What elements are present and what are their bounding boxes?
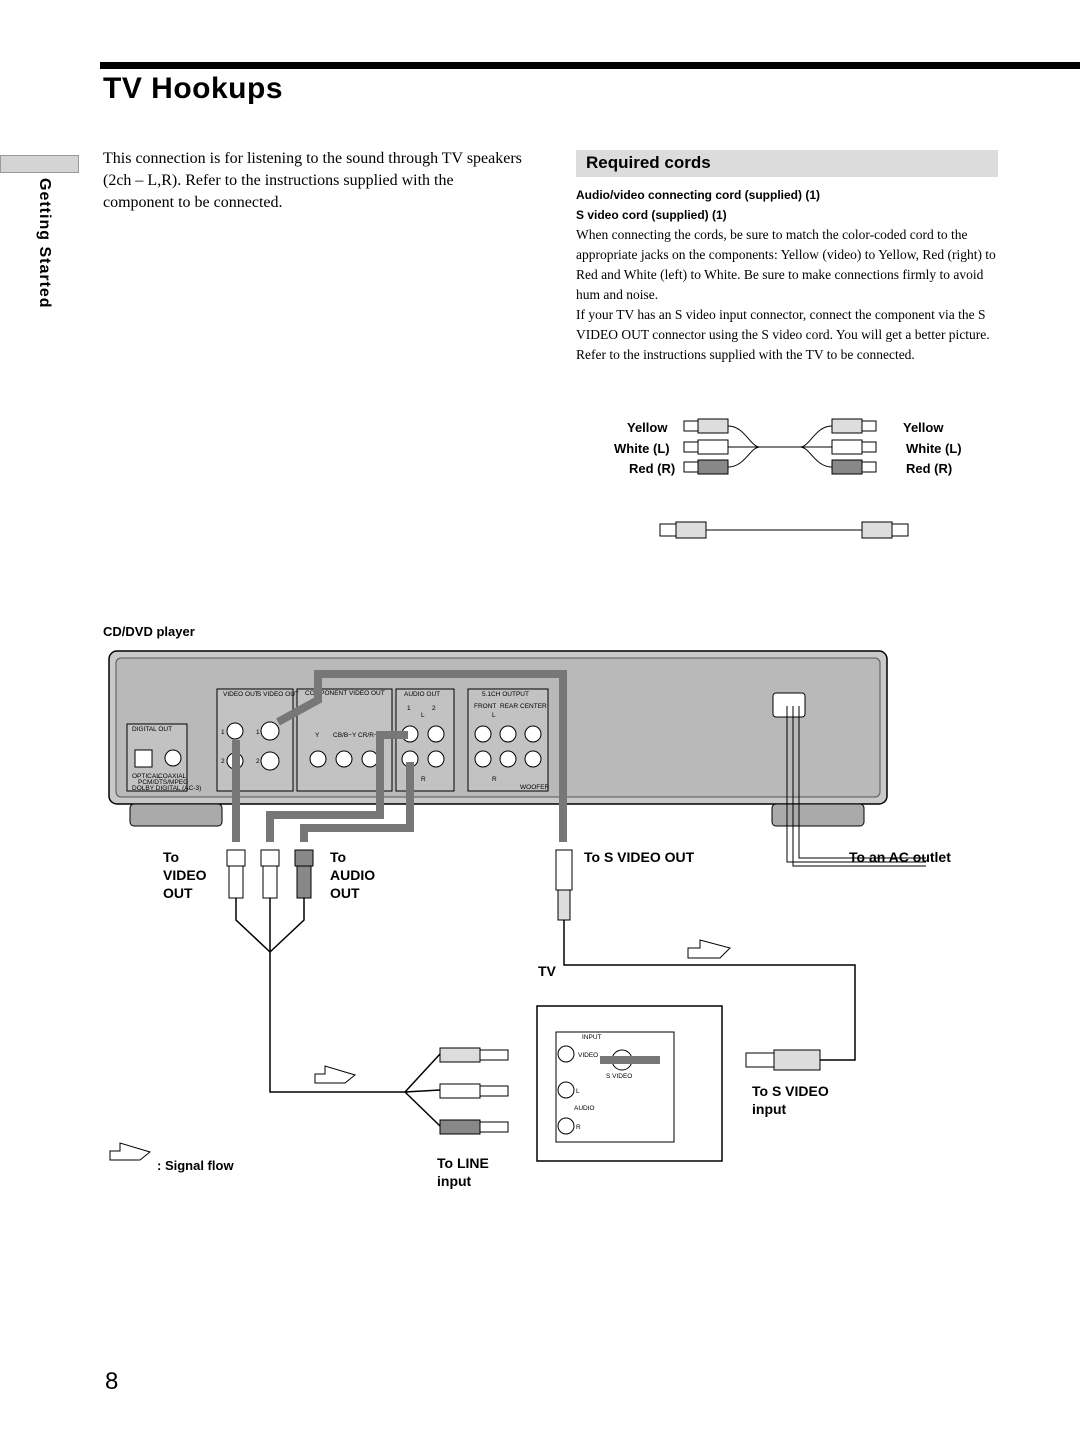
panel-y: Y [315,732,320,739]
panel-audio-r: R [421,776,426,783]
tv-l-label: L [576,1088,580,1095]
plug-label-left-red: Red (R) [629,461,676,476]
av-plugs-at-tv [440,1048,508,1134]
panel-s-video-out: S VIDEO OUT [257,691,299,698]
av-cable-run [236,898,440,1126]
panel-front: FRONT [474,703,497,710]
cord-description-para2: If your TV has an S video input connector, connect the component via the S VIDEO OUT connector using the S video cord. You will get a better picture. [576,307,990,342]
intro-paragraph: This connection is for listening to the sound through TV speakers (2ch – L,R). Refer to the instructions supplied with the component to be connected. [103,150,522,211]
tv-r-label: R [576,1124,581,1131]
plug-label-right-white: White (L) [906,441,962,456]
label-signal-flow: : Signal flow [157,1158,234,1173]
label-to-audio-out: To AUDIO OUT [330,849,376,901]
av-cord-right-plugs [800,419,876,474]
panel-51-r: R [492,776,497,783]
panel-pcm: PCM/DTS/MPEG [138,779,189,786]
s-video-cord-illustration [660,522,908,538]
cord-item-av: Audio/video connecting cord (supplied) (1) [576,188,821,202]
label-to-s-video-out: To S VIDEO OUT [584,849,695,865]
panel-audio-ch2: 2 [432,705,436,712]
panel-ch1-svideo: 1 [256,729,260,736]
panel-audio-out: AUDIO OUT [404,691,441,698]
section-tab-text: Getting Started [36,178,53,309]
panel-audio-ch1: 1 [407,705,411,712]
tv-s-video-label: S VIDEO [606,1073,633,1080]
label-tv: TV [538,963,556,979]
cord-description-para3: Refer to the instructions supplied with the TV to be connected. [576,347,915,362]
tv-input-label: INPUT [582,1034,602,1041]
cord-item-svideo: S video cord (supplied) (1) [576,208,727,222]
panel-video-out: VIDEO OUT [223,691,259,698]
s-video-plug-at-tv [746,1050,820,1070]
plug-label-left-white: White (L) [614,441,670,456]
av-plugs-at-player [227,850,313,898]
panel-ch2-svideo: 2 [256,758,260,765]
panel-ch2-video: 2 [221,758,225,765]
panel-coaxial: COAXIAL [158,773,187,780]
av-cord-left-plugs [684,419,760,474]
av-cord-illustration [684,419,876,474]
panel-51-l: L [492,712,496,719]
panel-ch1-video: 1 [221,729,225,736]
panel-component-video-out: COMPONENT VIDEO OUT [305,690,385,697]
label-to-line-input: To LINE input [437,1155,489,1189]
panel-audio-l: L [421,712,425,719]
tv-audio-label: AUDIO [574,1105,595,1112]
label-to-ac-outlet: To an AC outlet [849,849,951,865]
page-title: TV Hookups [103,72,284,105]
label-to-video-out: To VIDEO OUT [163,849,207,901]
cord-description-para1: When connecting the cords, be sure to match the color-coded cord to the appropriate jacks on the components: Yellow (video) to Yellow, Red (right) to Red and White (left) to White. Be sure to make connections firmly to avoid hum and noise. [576,227,996,302]
panel-51ch-output: 5.1CH OUTPUT [482,691,529,698]
plug-label-right-red: Red (R) [906,461,953,476]
plug-label-left-yellow: Yellow [627,420,668,435]
panel-digital-out: DIGITAL OUT [132,726,173,733]
panel-center: CENTER [520,703,547,710]
tv-unit [537,1006,722,1161]
player-label: CD/DVD player [103,624,195,639]
panel-optical: OPTICAL [132,773,160,780]
panel-woofer: WOOFER [520,784,550,791]
label-to-s-video-input: To S VIDEO input [752,1083,829,1117]
panel-rear: REAR [500,703,519,710]
plug-label-right-yellow: Yellow [903,420,944,435]
panel-cr: CR/R−Y [358,732,383,739]
panel-cb: CB/B−Y [333,732,357,739]
page-number: 8 [105,1368,119,1395]
tv-video-label: VIDEO [578,1052,599,1059]
required-cords-heading: Required cords [586,153,711,172]
panel-dolby: DOLBY DIGITAL (AC-3) [132,785,202,792]
